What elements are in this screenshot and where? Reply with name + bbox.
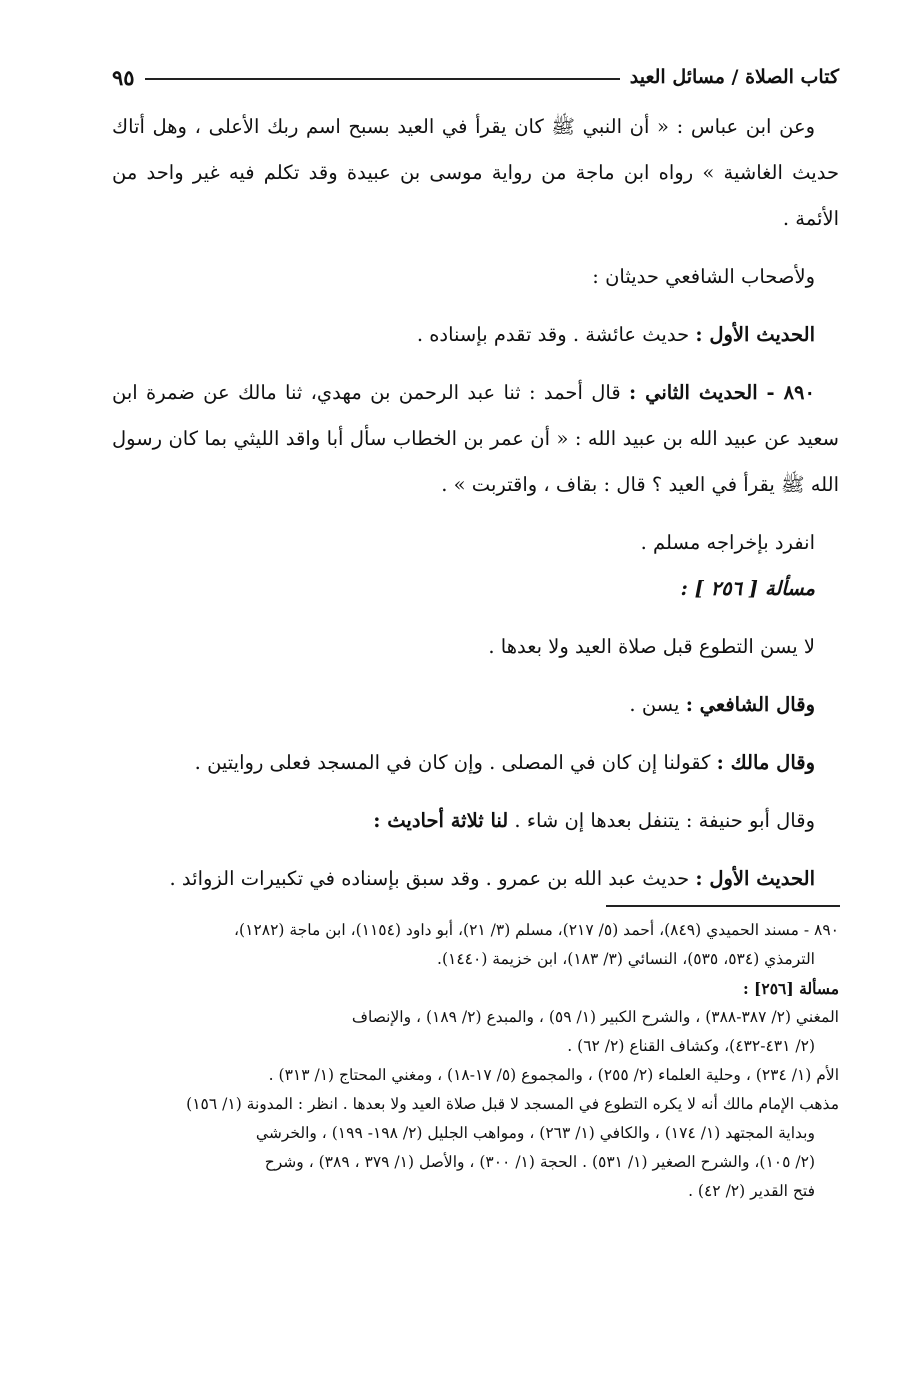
second-hadith-label: ٨٩٠ - الحديث الثاني : [628,381,815,404]
malik-text: كقولنا إن كان في المصلى . وإن كان في المسجد فعلى روايتين . [194,751,717,774]
footnote-hanbali-line2: (٢/ ٤٣١-٤٣٢)، وكشاف القناع (٢/ ٦٢) . [567,1037,815,1055]
footnote-maliki-line3: (٢/ ١٠٥)، والشرح الصغير (١/ ٥٣١) . الحجة (١/ ٣٠٠) ، والأصل (١/ ٣٧٩ ، ٣٨٩) ، وشرح [264,1153,815,1171]
footnotes [112,916,839,1206]
footnote-maliki-line2: وبداية المجتهد (١/ ١٧٤) ، والكافي (١/ ٢٦٣) ، ومواهب الجليل (٢/ ١٩٨- ١٩٩) ، والخرشي [255,1124,815,1142]
issue-heading: مسألة [ ٢٥٦ ] : [680,577,815,600]
second-hadith-text: قال أحمد : ثنا عبد الرحمن بن مهدي، ثنا مالك عن ضمرة ابن سعيد عن عبيد الله بن عبيد الله : « أن عمر بن الخطاب سأل أبا واقد الليثي بما كان رسول الله ﷺ يقرأ في العيد ؟ قال : بقاف ، واقتربت » . [112,381,839,496]
paragraph-no-voluntary-prayer: لا يسن التطوع قبل صلاة العيد ولا بعدها . [488,635,815,658]
abdullah-hadith-label: الحديث الأول : [695,867,815,890]
paragraph-shafii-view [112,682,839,728]
malik-label: وقال مالك : [716,751,815,774]
paragraph-shafii-companions: ولأصحاب الشافعي حديثان : [592,265,815,288]
spacer [112,786,839,798]
spacer [112,612,839,624]
spacer [112,300,839,312]
first-hadith-text: حديث عائشة . وقد تقدم بإسناده . [416,323,696,346]
footnote-separator [606,905,840,907]
paragraph-abu-hanifa-view [112,798,839,844]
abdullah-hadith-text: حديث عبد الله بن عمرو . وقد سبق بإسناده في تكبيرات الزوائد . [169,867,696,890]
paragraph-muslim-note: انفرد بإخراجه مسلم . [640,531,815,554]
running-header [112,62,839,92]
spacer [112,358,839,370]
footnote-maliki-line1: مذهب الإمام مالك أنه لا يكره التطوع في المسجد لا قبل صلاة العيد ولا بعدها . انظر : المدونة (١/ ١٥٦) [186,1095,839,1113]
spacer [112,844,839,856]
spacer [112,242,839,254]
first-hadith-label: الحديث الأول : [695,323,815,346]
paragraph-malik-view [112,740,839,786]
spacer [112,728,839,740]
spacer [112,508,839,520]
footnote-890-line1: ٨٩٠ - مسند الحميدي (٨٤٩)، أحمد (٥/ ٢١٧)، مسلم (٣/ ٢١)، أبو داود (١١٥٤)، ابن ماجة (١٢٨٢)، [234,921,839,939]
shafii-text: يسن . [629,693,686,716]
footnote-maliki-line4: فتح القدير (٢/ ٤٢) . [688,1182,815,1200]
paragraph-ibn-abbas: وعن ابن عباس : « أن النبي ﷺ كان يقرأ في العيد بسبح اسم ربك الأعلى ، وهل أتاك حديث الغاشية » رواه ابن ماجة من رواية موسى بن عبيدة وقد تكلم فيه غير واحد من الأئمة . [112,115,839,230]
spacer [112,670,839,682]
paragraph-first-hadith [112,312,839,358]
page-number: ٩٥ [112,64,135,90]
footnote-hanbali-line1: المغني (٢/ ٣٨٧-٣٨٨) ، والشرح الكبير (١/ ٥٩) ، والمبدع (٢/ ١٨٩) ، والإنصاف [351,1008,839,1026]
footnote-issue-heading: مسألة [٢٥٦] : [742,979,839,998]
footnote-890-line2: الترمذي (٥٣٤، ٥٣٥)، النسائي (٣/ ١٨٣)، ابن خزيمة (١٤٤٠). [437,950,815,968]
main-text [112,104,839,902]
header-rule [145,78,620,80]
chapter-title: كتاب الصلاة / مسائل العيد [629,66,839,88]
abu-hanifa-text: وقال أبو حنيفة : يتنفل بعدها إن شاء . [508,809,815,832]
footnote-shafii-sources: الأم (١/ ٢٣٤) ، وحلية العلماء (٢/ ٢٥٥) ، والمجموع (٥/ ١٧-١٨) ، ومغني المحتاج (١/ ٣١٣) . [268,1066,839,1084]
paragraph-abdullah-hadith [112,856,839,902]
three-hadiths-label: لنا ثلاثة أحاديث : [373,809,509,832]
shafii-label: وقال الشافعي : [685,693,815,716]
paragraph-second-hadith [112,370,839,508]
